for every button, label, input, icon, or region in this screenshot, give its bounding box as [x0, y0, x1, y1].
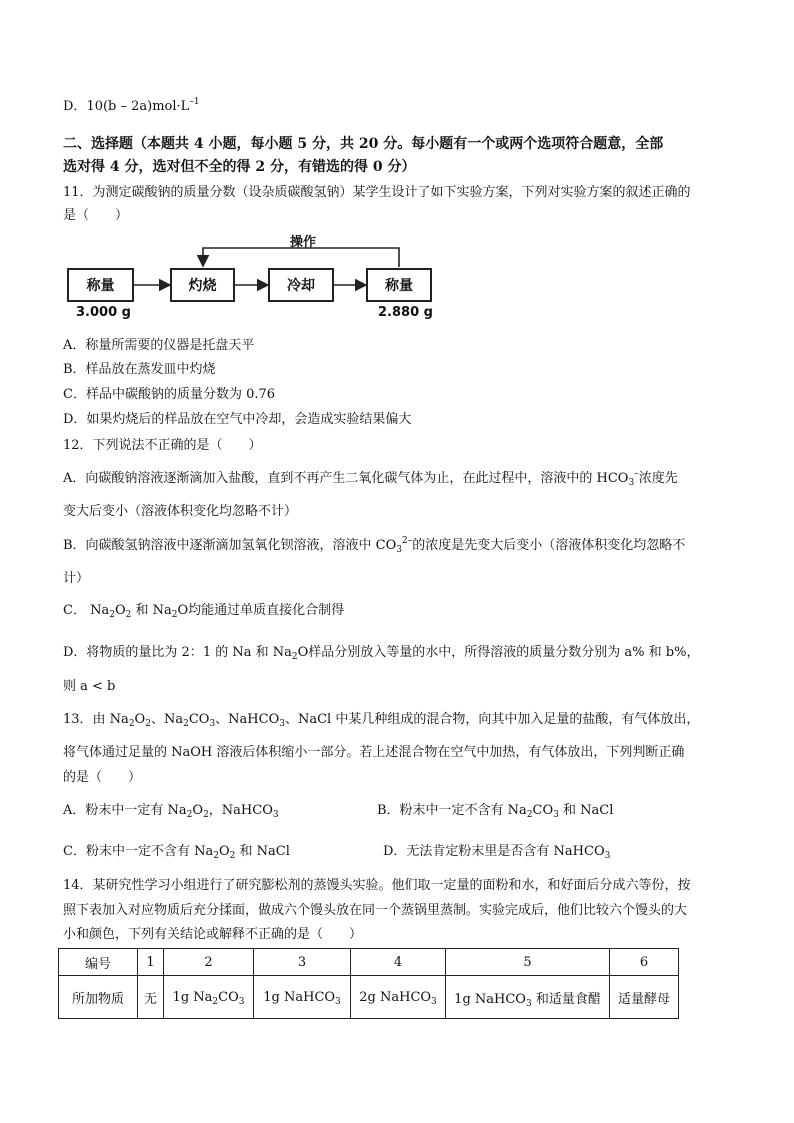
- q12-option-c: C． $Na_2O_2$ 和 $Na_2O$均能通过单质直接化合制得: [63, 603, 345, 620]
- table-header-cell: 4: [351, 949, 446, 976]
- q13-option-c: C．粉末中一定不含有 $Na_2O_2$ 和 NaCl: [63, 844, 290, 861]
- arrow-loop: [203, 248, 399, 267]
- q11-option-a: A．称量所需要的仪器是托盘天平: [63, 338, 255, 353]
- flow-box-weigh-1: 称量: [67, 268, 134, 302]
- table-cell: 1g NaHCO$_3$ 和适量食醋: [446, 976, 610, 1019]
- q12-option-a: A．向碳酸钠溶液逐渐滴加入盐酸，直到不再产生二氧化碳气体为止，在此过程中，溶液中的 $HCO_3^-$浓度先: [63, 469, 678, 488]
- table-header-cell: 6: [610, 949, 679, 976]
- table-header-cell: 3: [254, 949, 351, 976]
- table-cell: 1g $Na_2CO_3$: [164, 976, 254, 1019]
- flow-mass-initial: 3.000 g: [76, 305, 131, 320]
- q12-option-b-line2: 计）: [63, 571, 90, 586]
- flow-operation-label: 操作: [290, 235, 317, 250]
- table-header-cell: 编号: [59, 949, 138, 976]
- q12-stem: 12．下列说法不正确的是（ ）: [63, 438, 262, 453]
- q12-option-a-line2: 变大后变小（溶液体积变化均忽略不计）: [63, 504, 298, 519]
- q11-stem-line1: 11．为测定碳酸钠的质量分数（设杂质碳酸氢钠）某学生设计了如下实验方案，下列对实验方案的叙述正确的: [63, 185, 691, 200]
- table-row: [59, 976, 679, 1019]
- q13-option-b: B．粉末中一定不含有 $Na_2CO_3$ 和 NaCl: [377, 803, 614, 820]
- table-header-row: [59, 949, 679, 976]
- q12-option-b: B．向碳酸氢钠溶液中逐渐滴加氢氧化钡溶液，溶液中 $CO_3^{2-}$的浓度是先变大后变小（溶液体积变化均忽略不: [63, 536, 686, 555]
- q12-option-d: D．将物质的量比为 2：1 的 Na 和 $Na_2O$样品分别放入等量的水中，所得溶液的质量分数分别为 a% 和 b%，: [63, 645, 700, 662]
- table-cell: 所加物质: [59, 976, 138, 1019]
- flow-box-weigh-2: 称量: [366, 268, 432, 302]
- q13-option-a: A．粉末中一定有 $Na_2O_2$，NaHCO$_3$: [63, 803, 279, 820]
- table-header-cell: 2: [164, 949, 254, 976]
- q14-stem-line2: 照下表加入对应物质后充分揉面，做成六个馒头放在同一个蒸锅里蒸制。实验完成后，他们比较六个馒头的大: [63, 903, 688, 918]
- table-header-cell: 5: [446, 949, 610, 976]
- table-header-cell: 1: [138, 949, 164, 976]
- flow-box-burn: 灼烧: [170, 268, 235, 302]
- q13-option-d: D．无法肯定粉末里是否含有 NaHCO$_3$: [383, 844, 611, 861]
- q11-option-c: C．样品中碳酸钠的质量分数为 0.76: [63, 387, 276, 402]
- section-header-line2: 选对得 4 分，选对但不全的得 2 分，有错选的得 0 分）: [63, 159, 416, 175]
- q14-stem-line3: 小和颜色，下列有关结论或解释不正确的是（ ）: [63, 927, 363, 942]
- q13-stem-line3: 的是（ ）: [63, 770, 142, 785]
- section-header-line1: 二、选择题（本题共 4 小题，每小题 5 分，共 20 分。每小题有一个或两个选项符合题意，全部: [63, 136, 664, 152]
- flow-box-cool: 冷却: [268, 268, 334, 302]
- q14-stem-line1: 14．某研究性学习小组进行了研究膨松剂的蒸馒头实验。他们取一定量的面粉和水，和好面后分成六等份，按: [63, 878, 691, 893]
- q14-table: [58, 948, 679, 1019]
- q11-option-b: B．样品放在蒸发皿中灼烧: [63, 362, 216, 377]
- q11-stem-line2: 是（ ）: [63, 208, 129, 223]
- table-cell: 无: [138, 976, 164, 1019]
- table-cell: 2g NaHCO$_3$: [351, 976, 446, 1019]
- q13-stem-line2: 将气体通过足量的 NaOH 溶液后体积缩小一部分。若上述混合物在空气中加热，有气体放出，下列判断正确: [63, 745, 685, 760]
- q11-option-d: D．如果灼烧后的样品放在空气中冷却，会造成实验结果偏大: [63, 412, 412, 427]
- q12-option-d-line2: 则 a < b: [63, 679, 116, 694]
- q10-option-d: D．$10(b - 2a)mol\cdot L^{-1}$: [63, 97, 200, 114]
- table-cell: 适量酵母: [610, 976, 679, 1019]
- flow-mass-final: 2.880 g: [378, 305, 433, 320]
- table-cell: 1g NaHCO$_3$: [254, 976, 351, 1019]
- q13-stem-line1: 13．由 $Na_2O_2$、$Na_2CO_3$、NaHCO$_3$、NaCl 中某几种组成的混合物，向其中加入足量的盐酸，有气体放出，: [63, 712, 700, 729]
